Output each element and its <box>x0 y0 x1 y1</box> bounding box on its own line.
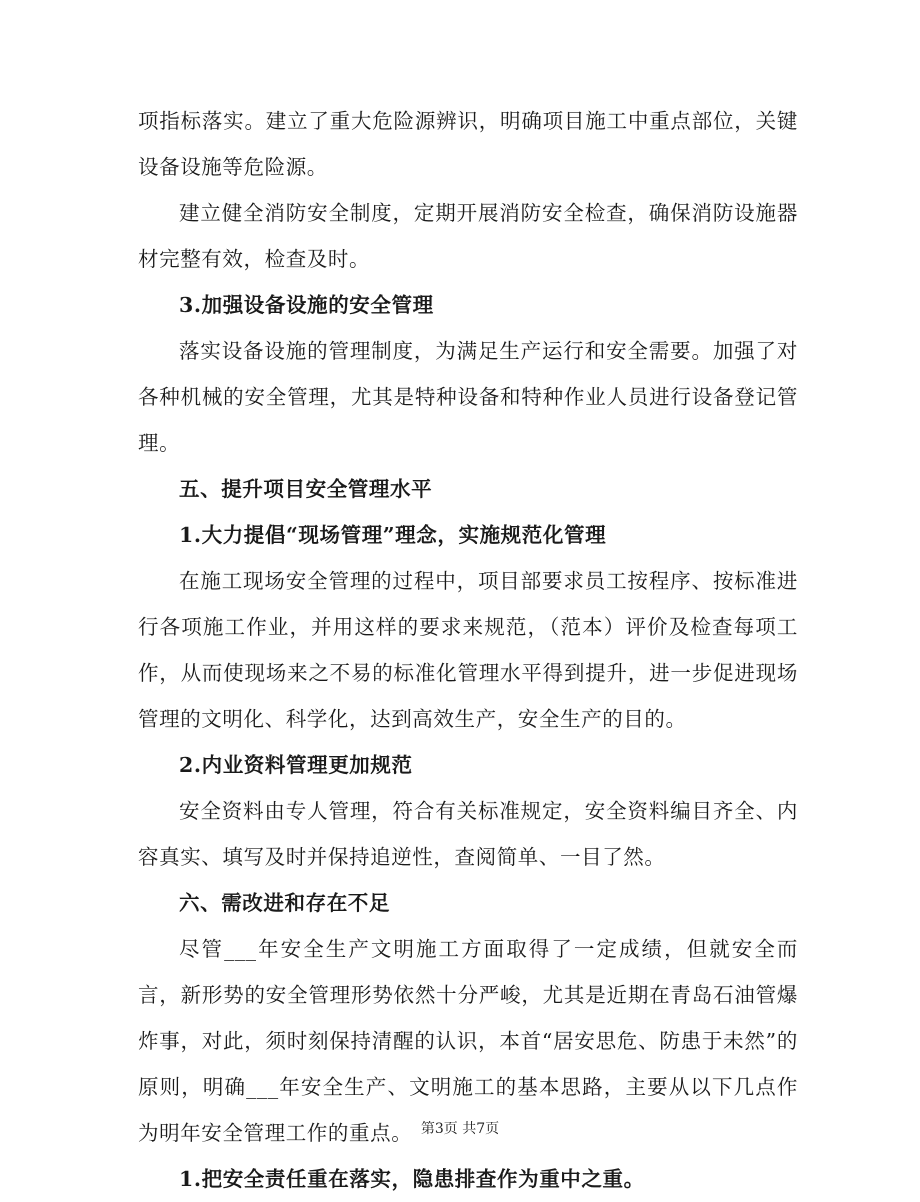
heading-safety-responsibility: 1.把安全责任重在落实，隐患排查作为重中之重。 <box>179 1167 645 1191</box>
paragraph-internal-records: 安全资料由专人管理，符合有关标准规定，安全资料编目齐全、内容真实、填写及时并保持追逆性，查阅简单、一目了然。 <box>138 799 798 869</box>
paragraph-fire-safety: 建立健全消防安全制度，定期开展消防安全检查，确保消防设施器材完整有效，检查及时。 <box>138 201 798 271</box>
heading-internal-records: 2.内业资料管理更加规范 <box>179 753 413 777</box>
paragraph-equipment-management: 落实设备设施的管理制度，为满足生产运行和安全需要。加强了对各种机械的安全管理，尤其是特种设备和特种作业人员进行设备登记管理。 <box>138 339 798 455</box>
paragraph-hazard-sources: 项指标落实。建立了重大危险源辨识，明确项目施工中重点部位，关键设备设施等危险源。 <box>138 109 798 179</box>
document-body <box>138 98 798 1202</box>
heading-section-five: 五、提升项目安全管理水平 <box>179 477 433 501</box>
paragraph-shortcomings: 尽管___年安全生产文明施工方面取得了一定成绩，但就安全而言，新形势的安全管理形势依然十分严峻，尤其是近期在青岛石油管爆炸事，对此，须时刻保持清醒的认识，本首“居安思危、防患于未然”的原则，明确___年安全生产、文明施工的基本思路，主要从以下几点作为明年安全管理工作的重点。 <box>138 937 798 1145</box>
heading-site-management: 1.大力提倡“现场管理”理念，实施规范化管理 <box>179 523 607 547</box>
paragraph-site-management: 在施工现场安全管理的过程中，项目部要求员工按程序、按标准进行各项施工作业，并用这样的要求来规范，（范本）评价及检查每项工作，从而使现场来之不易的标准化管理水平得到提升，进一步促进现场管理的文明化、科学化，达到高效生产，安全生产的目的。 <box>138 569 798 731</box>
page-number-footer: 第3页 共7页 <box>420 1121 500 1137</box>
heading-section-six: 六、需改进和存在不足 <box>179 891 390 915</box>
heading-equipment-safety: 3.加强设备设施的安全管理 <box>179 293 434 317</box>
